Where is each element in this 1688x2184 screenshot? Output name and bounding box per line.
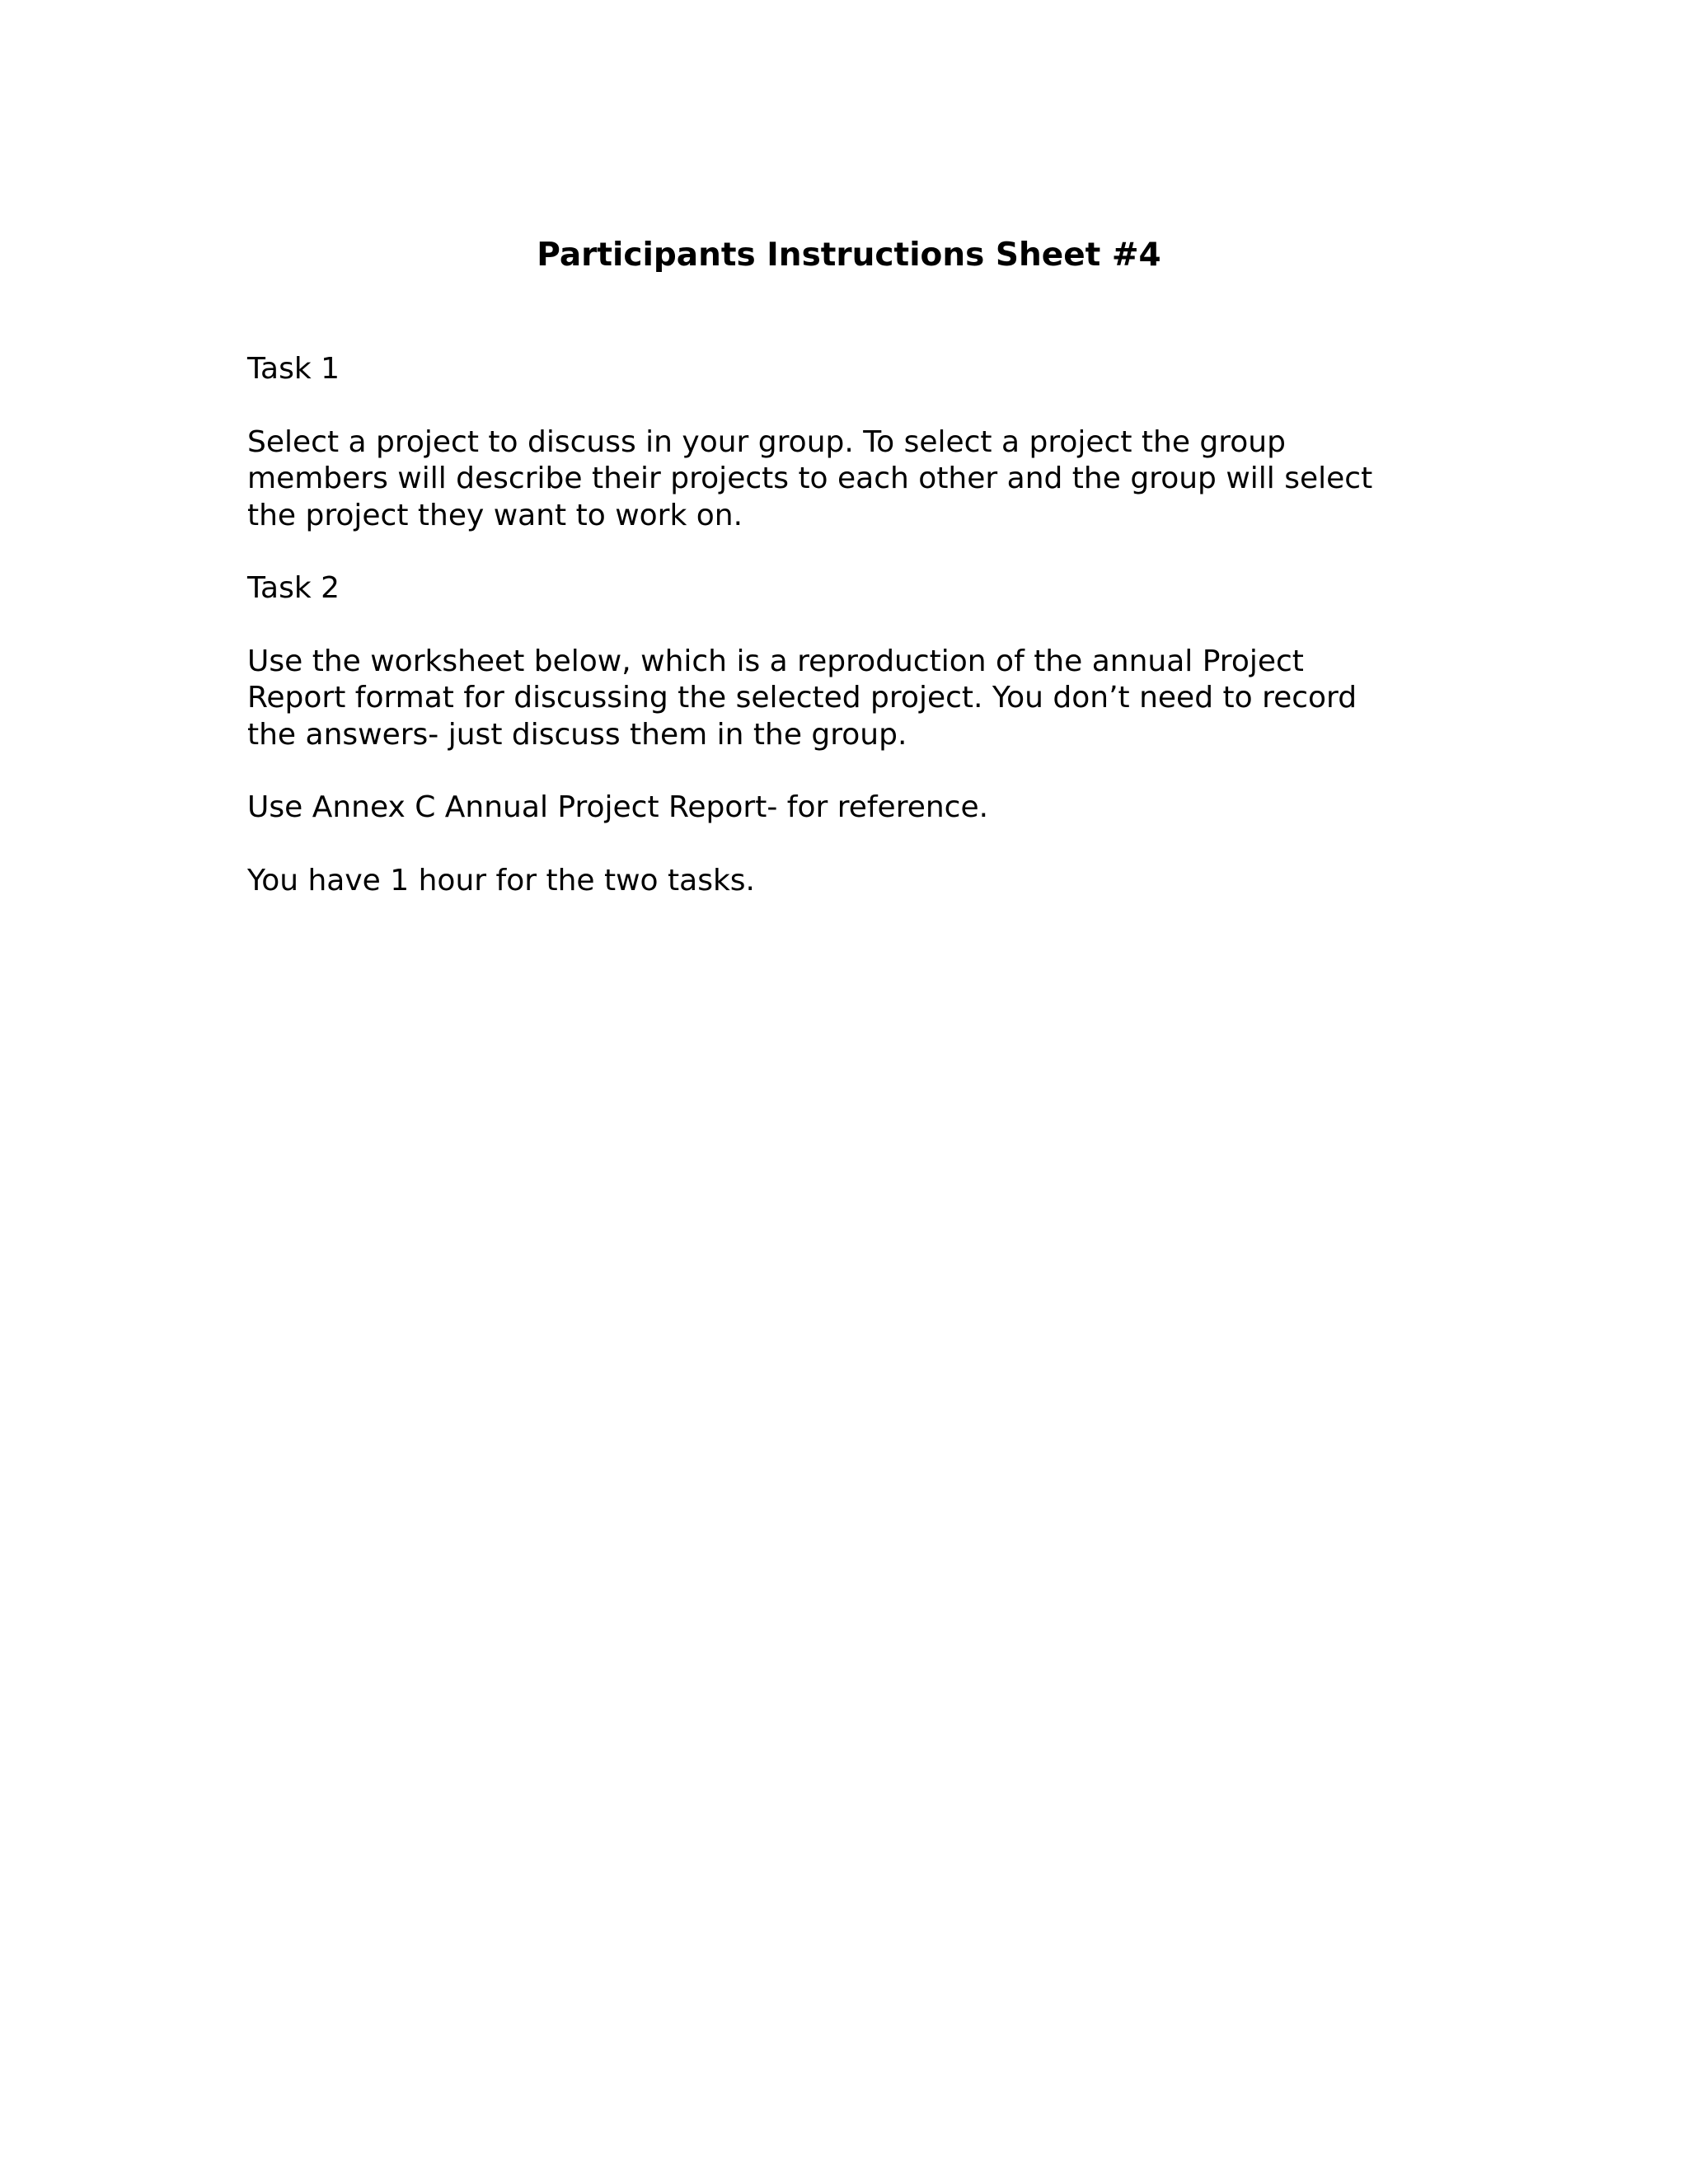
time-note: You have 1 hour for the two tasks. — [247, 863, 755, 898]
page-title: Participants Instructions Sheet #4 — [537, 237, 1161, 274]
task-1-description: Select a project to discuss in your group. To select a project the group members will describe their projects to each other and the group will select the project they want to work on. — [247, 424, 1373, 532]
task-1-heading: Task 1 — [247, 352, 340, 386]
document-body — [247, 351, 1451, 935]
task-2-heading: Task 2 — [247, 571, 340, 605]
task-2-description: Use the worksheet below, which is a reproduction of the annual Project Report format for discussing the selected project. You don’t need to record the answers- just discuss them in the group. — [247, 644, 1357, 752]
reference-note: Use Annex C Annual Project Report- for reference. — [247, 790, 989, 824]
